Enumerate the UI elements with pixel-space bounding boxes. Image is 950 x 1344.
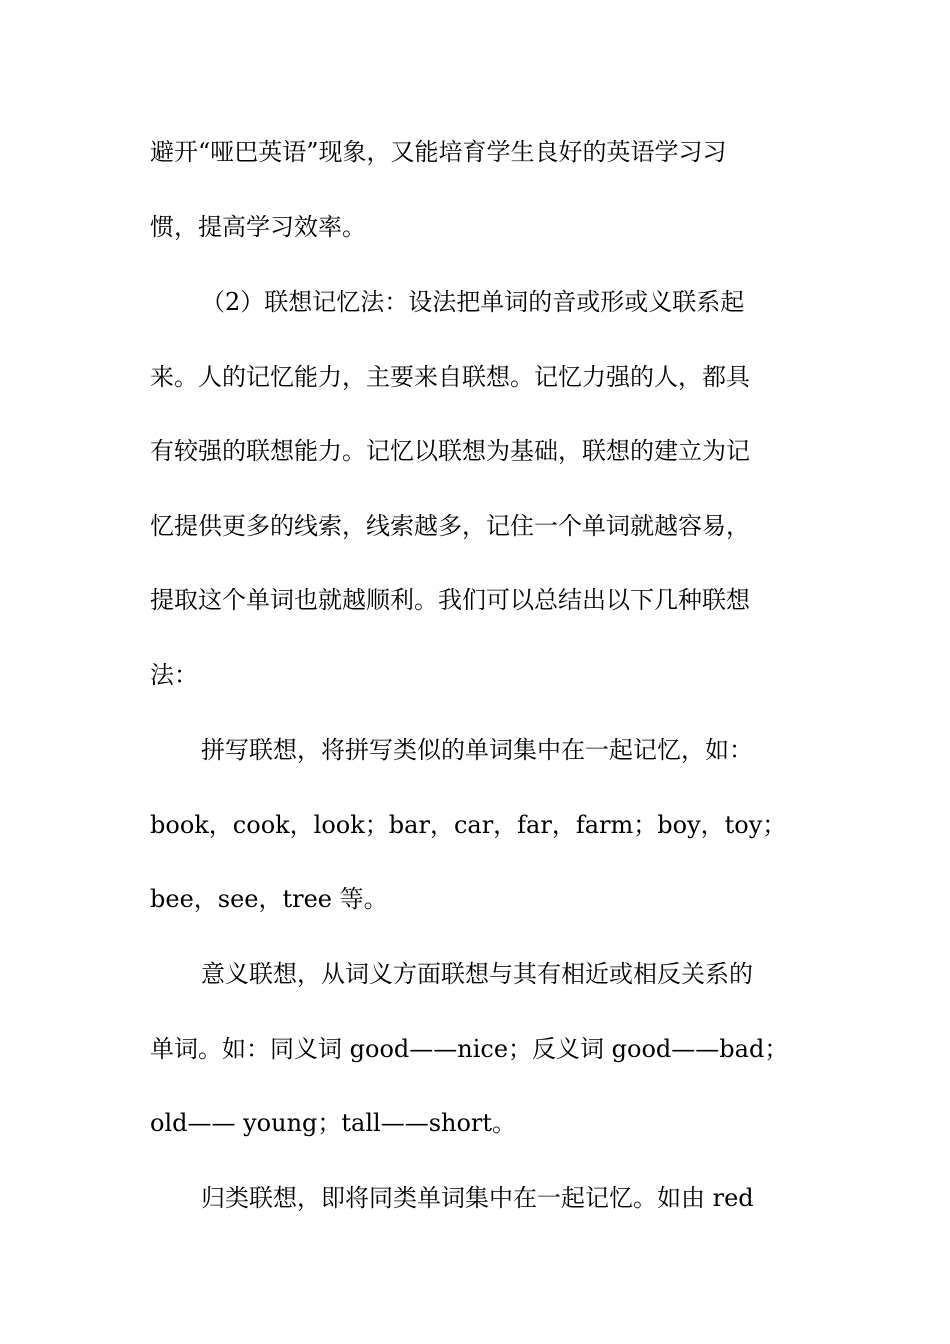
paragraph-start-line: （2）联想记忆法：设法把单词的音或形或义联系起 <box>201 288 745 316</box>
text-line: 提取这个单词也就越顺利。我们可以总结出以下几种联想 <box>150 586 750 614</box>
text-line: 来。人的记忆能力，主要来自联想。记忆力强的人，都具 <box>150 363 750 391</box>
text-line: 有较强的联想能力。记忆以联想为基础，联想的建立为记 <box>150 437 750 465</box>
text-line: 单词。如：同义词 good——nice；反义词 good——bad； <box>150 1035 789 1063</box>
text-line: old—— young；tall——short。 <box>150 1109 517 1137</box>
text-line: 忆提供更多的线索，线索越多，记住一个单词就越容易， <box>150 512 750 540</box>
paragraph-start-line: 归类联想，即将同类单词集中在一起记忆。如由 red <box>201 1184 754 1212</box>
text-line: 法： <box>150 661 198 689</box>
paragraph-start-line: 意义联想，从词义方面联想与其有相近或相反关系的 <box>201 960 753 988</box>
text-line: 避开“哑巴英语”现象，又能培育学生良好的英语学习习 <box>150 138 727 166</box>
text-line: book，cook，look；bar，car，far，farm；boy，toy； <box>150 811 787 839</box>
paragraph-start-line: 拼写联想，将拼写类似的单词集中在一起记忆，如： <box>201 736 753 764</box>
text-line: bee，see，tree 等。 <box>150 885 388 913</box>
text-line: 惯，提高学习效率。 <box>150 213 366 241</box>
